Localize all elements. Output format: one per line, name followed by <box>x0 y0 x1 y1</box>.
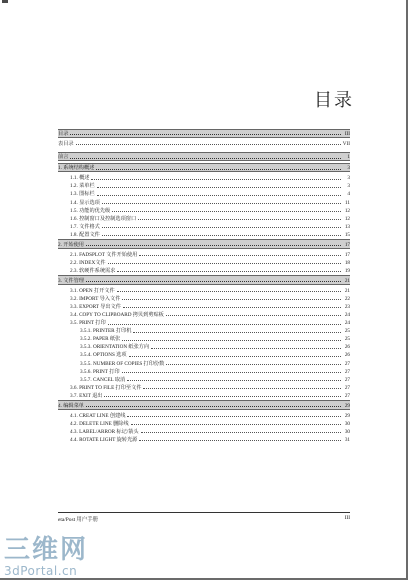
toc-entry-page: 27 <box>344 368 350 375</box>
toc-leader-dots <box>127 416 341 417</box>
toc-entry-page: 26 <box>344 352 350 359</box>
toc-entry[interactable] <box>58 419 350 427</box>
toc-entry[interactable] <box>58 286 350 294</box>
watermark-logo: 三维网 <box>4 535 89 565</box>
toc-leader-dots <box>117 271 341 272</box>
toc-leader-dots <box>117 291 341 292</box>
toc-leader-dots <box>86 281 341 282</box>
page-footer <box>58 512 350 523</box>
toc-entry[interactable] <box>58 139 350 147</box>
toc-entry-page: 3 <box>347 183 350 190</box>
toc-entry[interactable] <box>58 411 350 419</box>
toc-leader-dots <box>102 203 341 204</box>
toc-leader-dots <box>122 372 341 373</box>
toc-entry-label: 1.6. 控制窗口及控制选项窗口 <box>70 215 137 222</box>
toc-leader-dots <box>122 340 341 341</box>
toc-leader-dots <box>129 356 341 357</box>
toc-entry-label: 3.1. OPEN 打开文件 <box>70 287 115 294</box>
toc-entry-page: 27 <box>344 384 350 391</box>
toc-entry-label: 4.3. LABEL/ARROR 标记/箭头 <box>70 428 139 435</box>
toc-entry[interactable] <box>58 266 350 274</box>
toc-entry[interactable] <box>58 181 350 189</box>
toc-entry[interactable] <box>58 214 350 222</box>
toc-leader-dots <box>139 255 341 256</box>
toc-entry[interactable] <box>58 258 350 266</box>
toc-entry-page: 23 <box>344 303 350 310</box>
toc-entry-label: 3.5. PRINT 打印 <box>70 320 106 327</box>
watermark-text: 3dPortal.cn <box>4 564 78 578</box>
toc-entry-label: 4.1. CREAT LINE 创建线 <box>70 412 126 419</box>
toc-entry[interactable] <box>58 383 350 391</box>
table-of-contents <box>58 127 350 443</box>
toc-entry[interactable] <box>58 342 350 350</box>
toc-entry[interactable] <box>58 367 350 375</box>
toc-leader-dots <box>143 388 341 389</box>
toc-entry-label: 3.5.6. PRINT 打印 <box>80 368 120 375</box>
toc-entry-label: 3.5.7. CANCEL 取消 <box>80 376 126 383</box>
toc-entry-label: 1.3. 图标栏 <box>70 191 95 198</box>
toc-entry-page: 1 <box>347 154 350 161</box>
toc-entry[interactable] <box>58 391 350 399</box>
toc-entry-label: 2.3. 软硬件系统需求 <box>70 267 116 274</box>
toc-entry-page: III <box>344 130 350 137</box>
toc-leader-dots <box>108 263 341 264</box>
toc-entry[interactable] <box>58 222 350 230</box>
toc-entry-page: 30 <box>344 420 350 427</box>
toc-entry-label: 2. 开始使用 <box>58 241 84 248</box>
toc-entry[interactable] <box>58 318 350 326</box>
toc-entry-label: 1.2. 菜单栏 <box>70 183 95 190</box>
toc-leader-dots <box>86 406 341 407</box>
toc-leader-dots <box>96 169 341 170</box>
toc-entry-page: 19 <box>344 267 350 274</box>
toc-leader-dots <box>166 364 341 365</box>
toc-entry-label: 表目录 <box>58 140 74 147</box>
toc-entry[interactable] <box>58 375 350 383</box>
toc-entry-label: 1.5. 功能的优先级 <box>70 207 111 214</box>
toc-leader-dots <box>123 307 341 308</box>
toc-entry[interactable] <box>58 358 350 366</box>
toc-entry[interactable] <box>58 230 350 238</box>
toc-entry-label: 3.7. EXIT 退出 <box>70 392 103 399</box>
toc-chapter-entry[interactable] <box>58 163 350 172</box>
toc-chapter-entry[interactable] <box>58 400 350 409</box>
toc-entry-page: 27 <box>344 360 350 367</box>
toc-entry-label: 3.2. IMPORT 导入文件 <box>70 295 121 302</box>
toc-leader-dots <box>166 315 341 316</box>
toc-chapter-entry[interactable] <box>58 239 350 248</box>
toc-entry-page: VII <box>342 140 350 147</box>
toc-entry-page: 30 <box>344 428 350 435</box>
toc-entry-page: 29 <box>344 402 350 409</box>
toc-entry-page: 17 <box>344 241 350 248</box>
toc-entry-label: 1.7. 文件格式 <box>70 223 100 230</box>
toc-entry-page: 17 <box>344 251 350 258</box>
toc-entry-label: 4.4. ROTATE LIGHT 旋转光源 <box>70 436 138 443</box>
toc-entry[interactable] <box>58 302 350 310</box>
toc-entry-label: 目录 <box>58 130 69 137</box>
toc-entry-page: 24 <box>344 311 350 318</box>
toc-entry-page: 21 <box>344 277 350 284</box>
toc-entry-label: 1. 系统结构概述 <box>58 165 95 172</box>
toc-entry-page: 3 <box>347 165 350 172</box>
toc-entry-label: 1.1. 概述 <box>70 175 90 182</box>
toc-entry[interactable] <box>58 310 350 318</box>
toc-leader-dots <box>112 211 341 212</box>
toc-entry-page: 24 <box>344 320 350 327</box>
toc-entry-label: 3.5.5. NUMBER OF COPIES 打印份数 <box>80 360 165 367</box>
toc-entry-label: 3.5.2. PAPER 纸张 <box>80 336 121 343</box>
toc-entry-page: 3 <box>347 175 350 182</box>
toc-entry-page: 21 <box>344 287 350 294</box>
toc-entry-page: 11 <box>345 199 350 206</box>
toc-leader-dots <box>139 440 341 441</box>
toc-entry[interactable] <box>58 334 350 342</box>
toc-leader-dots <box>86 245 341 246</box>
toc-entry-label: 前言 <box>58 154 69 161</box>
toc-leader-dots <box>70 134 341 135</box>
toc-entry-page: 12 <box>344 215 350 222</box>
toc-entry-label: 3.3. EXPORT 导出文件 <box>70 303 121 310</box>
toc-entry-page: 31 <box>344 436 350 443</box>
toc-entry-page: 29 <box>344 412 350 419</box>
toc-leader-dots <box>131 424 341 425</box>
corner-mark <box>2 0 8 3</box>
toc-entry-label: 3.5.4. OPTIONS 选项 <box>80 352 127 359</box>
toc-entry-label: 4. 编辑菜单 <box>58 402 84 409</box>
toc-entry-label: 3. 文件管理 <box>58 277 84 284</box>
toc-entry-label: 1.4. 显示选项 <box>70 199 100 206</box>
toc-entry[interactable] <box>58 435 350 443</box>
toc-leader-dots <box>122 299 341 300</box>
toc-leader-dots <box>76 144 341 145</box>
toc-entry-label: 2.2. INDEX文件 <box>70 259 106 266</box>
toc-leader-dots <box>127 380 341 381</box>
footer-manual-title: eta/Post 用户手册 <box>58 517 98 523</box>
toc-chapter-entry[interactable] <box>58 152 350 161</box>
toc-entry-page: 22 <box>344 295 350 302</box>
toc-entry[interactable] <box>58 197 350 205</box>
page-title: 目录 <box>314 90 354 110</box>
toc-entry[interactable] <box>58 294 350 302</box>
toc-entry-page: 13 <box>344 223 350 230</box>
toc-entry[interactable] <box>58 350 350 358</box>
toc-entry-label: 2.1. FADSPLOT 文件开始使用 <box>70 251 138 258</box>
toc-entry-label: 3.4. COPY TO CLIPBOARD 拷贝到剪贴板 <box>70 311 164 318</box>
toc-leader-dots <box>133 332 341 333</box>
toc-leader-dots <box>91 179 341 180</box>
toc-entry-label: 3.6. PRINT TO FILE 打印至文件 <box>70 384 142 391</box>
toc-entry[interactable] <box>58 250 350 258</box>
toc-leader-dots <box>141 432 341 433</box>
toc-leader-dots <box>138 219 341 220</box>
toc-leader-dots <box>97 195 341 196</box>
toc-entry-label: 1.8. 配置文件 <box>70 231 100 238</box>
toc-entry-page: 27 <box>344 376 350 383</box>
toc-entry[interactable] <box>58 206 350 214</box>
toc-gap <box>58 147 350 151</box>
toc-entry-page: 25 <box>344 336 350 343</box>
toc-entry-page: 18 <box>344 259 350 266</box>
toc-entry-label: 3.5.3. ORIENTATION 纸张方向 <box>80 344 150 351</box>
toc-leader-dots <box>102 235 341 236</box>
toc-leader-dots <box>104 396 341 397</box>
toc-entry-page: 25 <box>344 328 350 335</box>
toc-leader-dots <box>102 227 341 228</box>
toc-chapter-entry[interactable] <box>58 129 350 138</box>
toc-entry-page: 15 <box>344 231 350 238</box>
toc-leader-dots <box>151 348 341 349</box>
toc-entry-page: 27 <box>344 392 350 399</box>
toc-entry[interactable] <box>58 173 350 181</box>
toc-chapter-entry[interactable] <box>58 275 350 284</box>
toc-entry-page: 12 <box>344 207 350 214</box>
toc-entry-label: 4.2. DELETE LINE 删除线 <box>70 420 129 427</box>
toc-entry-label: 3.5.1. PRINTER 打印机 <box>80 328 132 335</box>
toc-entry[interactable] <box>58 427 350 435</box>
toc-entry-page: 26 <box>344 344 350 351</box>
watermark <box>4 536 124 584</box>
toc-leader-dots <box>70 158 341 159</box>
footer-page-number: III <box>344 515 350 521</box>
toc-entry-page: 4 <box>347 191 350 198</box>
toc-entry[interactable] <box>58 189 350 197</box>
toc-entry[interactable] <box>58 326 350 334</box>
toc-leader-dots <box>97 187 341 188</box>
toc-leader-dots <box>108 324 341 325</box>
